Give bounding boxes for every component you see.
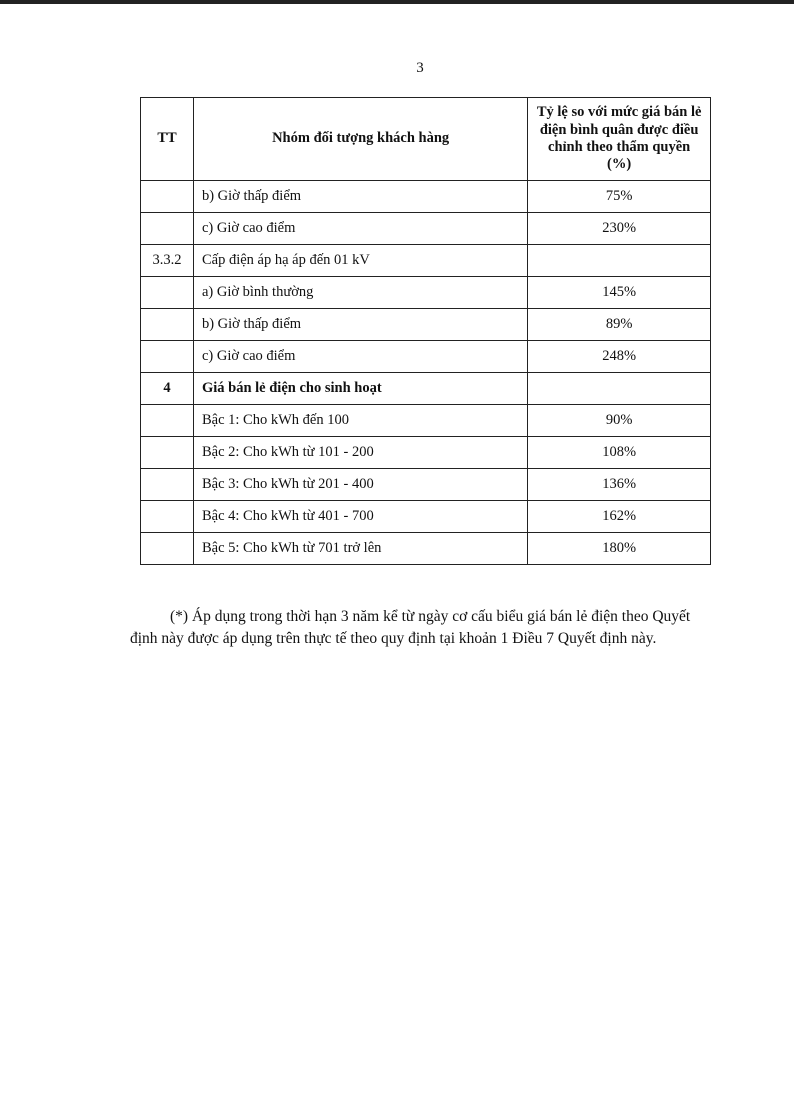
table-row <box>141 469 711 501</box>
row-tt-cell <box>141 501 194 533</box>
row-tt-cell <box>141 469 194 501</box>
table-row <box>141 245 711 277</box>
footnote-text: (*) Áp dụng trong thời hạn 3 năm kể từ ngày cơ cấu biểu giá bán lẻ điện theo Quyết định này được áp dụng trên thực tế theo quy định tại khoản 1 Điều 7 Quyết định này. <box>130 608 691 647</box>
row-rate-cell: 180% <box>528 533 711 565</box>
row-name-cell: Bậc 3: Cho kWh từ 201 - 400 <box>193 469 527 501</box>
row-tt-cell <box>141 309 194 341</box>
table-row <box>141 405 711 437</box>
table-row <box>141 309 711 341</box>
row-rate-cell <box>528 373 711 405</box>
row-rate-cell: 136% <box>528 469 711 501</box>
row-name-cell: Bậc 1: Cho kWh đến 100 <box>193 405 527 437</box>
row-name-cell: c) Giờ cao điểm <box>193 213 527 245</box>
row-rate-cell: 230% <box>528 213 711 245</box>
table-body <box>141 181 711 565</box>
row-rate-cell <box>528 245 711 277</box>
row-rate-cell: 108% <box>528 437 711 469</box>
row-rate-cell: 89% <box>528 309 711 341</box>
table-header-row <box>141 98 711 181</box>
row-tt-cell: 4 <box>141 373 194 405</box>
row-name-cell: b) Giờ thấp điểm <box>193 309 527 341</box>
row-name-cell: Bậc 5: Cho kWh từ 701 trở lên <box>193 533 527 565</box>
row-name-cell: c) Giờ cao điểm <box>193 341 527 373</box>
row-tt-cell <box>141 181 194 213</box>
row-rate-cell: 75% <box>528 181 711 213</box>
table-row <box>141 341 711 373</box>
row-tt-cell <box>141 277 194 309</box>
table-row <box>141 277 711 309</box>
row-rate-cell: 145% <box>528 277 711 309</box>
page-number: 3 <box>416 60 424 76</box>
row-name-cell: Bậc 4: Cho kWh từ 401 - 700 <box>193 501 527 533</box>
table-row <box>141 213 711 245</box>
row-rate-cell: 90% <box>528 405 711 437</box>
row-name-cell: a) Giờ bình thường <box>193 277 527 309</box>
header-customer-group: Nhóm đối tượng khách hàng <box>193 98 527 181</box>
header-rate: Tỷ lệ so với mức giá bán lẻ điện bình quân được điều chỉnh theo thẩm quyền (%) <box>528 98 711 181</box>
row-tt-cell <box>141 341 194 373</box>
row-tt-cell <box>141 213 194 245</box>
row-name-cell: b) Giờ thấp điểm <box>193 181 527 213</box>
row-tt-cell <box>141 533 194 565</box>
header-tt: TT <box>141 98 194 181</box>
row-tt-cell <box>141 405 194 437</box>
table-row <box>141 373 711 405</box>
table-row <box>141 437 711 469</box>
table-row <box>141 501 711 533</box>
row-tt-cell <box>141 437 194 469</box>
scan-top-edge <box>0 0 794 4</box>
row-rate-cell: 162% <box>528 501 711 533</box>
row-tt-cell: 3.3.2 <box>141 245 194 277</box>
table-row <box>141 181 711 213</box>
table-row <box>141 533 711 565</box>
footnote <box>130 606 710 650</box>
row-name-cell: Bậc 2: Cho kWh từ 101 - 200 <box>193 437 527 469</box>
electricity-rate-table <box>140 97 711 565</box>
row-rate-cell: 248% <box>528 341 711 373</box>
row-name-cell: Cấp điện áp hạ áp đến 01 kV <box>193 245 527 277</box>
row-name-cell: Giá bán lẻ điện cho sinh hoạt <box>193 373 527 405</box>
